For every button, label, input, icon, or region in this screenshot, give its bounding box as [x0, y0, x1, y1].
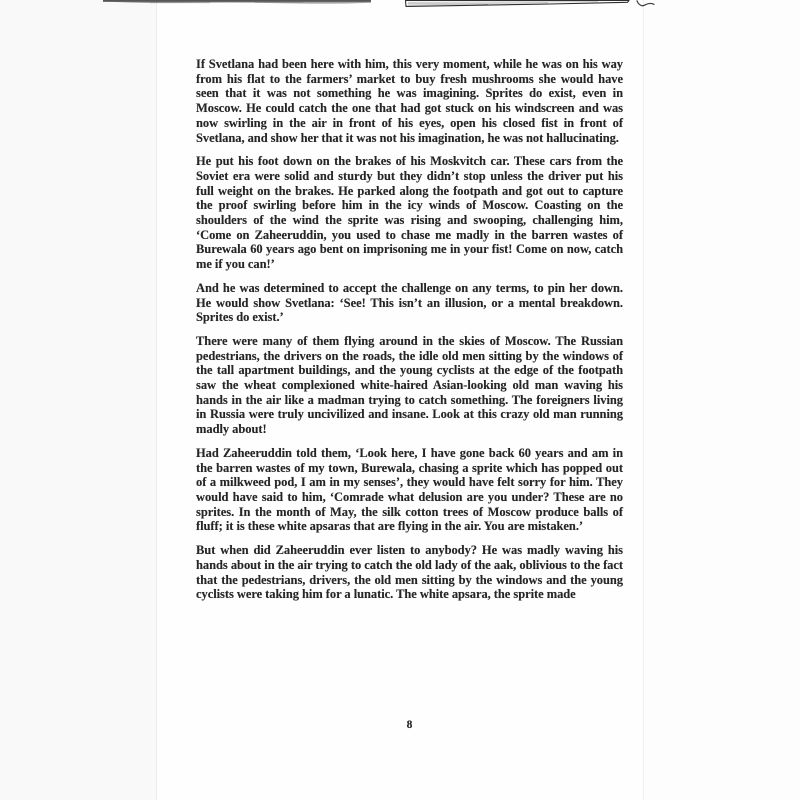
pen-squiggle-mark-icon: [637, 1, 654, 6]
paragraph-2: He put his foot down on the brakes of his Moskvitch car. These cars from the Soviet era were solid and sturdy but they didn’t stop unless the driver put his full weight on the brakes. He parked along the footpath and got out to capture the proof swirling before him in the icy winds of Moscow. Coasting on the shoulders of the wind the sprite was rising and swooping, challenging him, ‘Come on Zaheeruddin, you used to chase me madly in the barren wastes of Burewala 60 years ago bent on imprisoning me in your fist! Come on now, catch me if you can!’: [196, 154, 623, 272]
overlapping-page-corner-icon: [406, 1, 630, 7]
left-page-edge-shade: [0, 0, 157, 800]
paragraph-5: Had Zaheeruddin told them, ‘Look here, I have gone back 60 years and am in the barren wastes of my town, Burewala, chasing a sprite which has popped out of a milkweed pod, I am in my senses’, they would have felt sorry for him. They would have said to him, ‘Comrade what delusion are you under? These are no sprites. In the month of May, the silk cotton trees of Moscow produce balls of fluff; it is these white apsaras that are flying in the air. You are mistaken.’: [196, 445, 623, 534]
paragraph-4: There were many of them flying around in the skies of Moscow. The Russian pedestrians, the drivers on the roads, the idle old men sitting by the windows of the tall apartment buildings, and the young cyclists at the edge of the footpath saw the wheat complexioned white-haired Asian-looking old man waving his hands in the air like a madman trying to catch something. The foreigners living in Russia were truly uncivilized and insane. Look at this crazy old man running madly about!: [196, 333, 623, 437]
paragraph-3: And he was determined to accept the challenge on any terms, to pin her down. He would show Svetlana: ‘See! This isn’t an illusion, or a mental breakdown. Sprites do exist.’: [196, 280, 623, 325]
body-text: [196, 57, 623, 611]
page-number: 8: [406, 719, 413, 731]
paragraph-6: But when did Zaheeruddin ever listen to anybody? He was madly waving his hands about in the air trying to catch the old lady of the aak, oblivious to the fact that the pedestrians, drivers, the old men sitting by the windows and the young cyclists were taking him for a lunatic. The white apsara, the sprite made: [196, 543, 623, 602]
right-page-edge-shade: [643, 0, 800, 800]
paragraph-1: If Svetlana had been here with him, this very moment, while he was on his way from his flat to the farmers’ market to buy fresh mushrooms she would have seen that it was not something he was imagining. Sprites do exist, even in Moscow. He could catch the one that had got stuck on his windscreen and was now swirling in the air in front of his eyes, open his closed fist in front of Svetlana, and show her that it was not his imagination, he was not hallucinating.: [196, 57, 623, 145]
scanner-edge-smudge-icon: [103, 0, 371, 4]
scan-artifacts: [0, 0, 800, 16]
